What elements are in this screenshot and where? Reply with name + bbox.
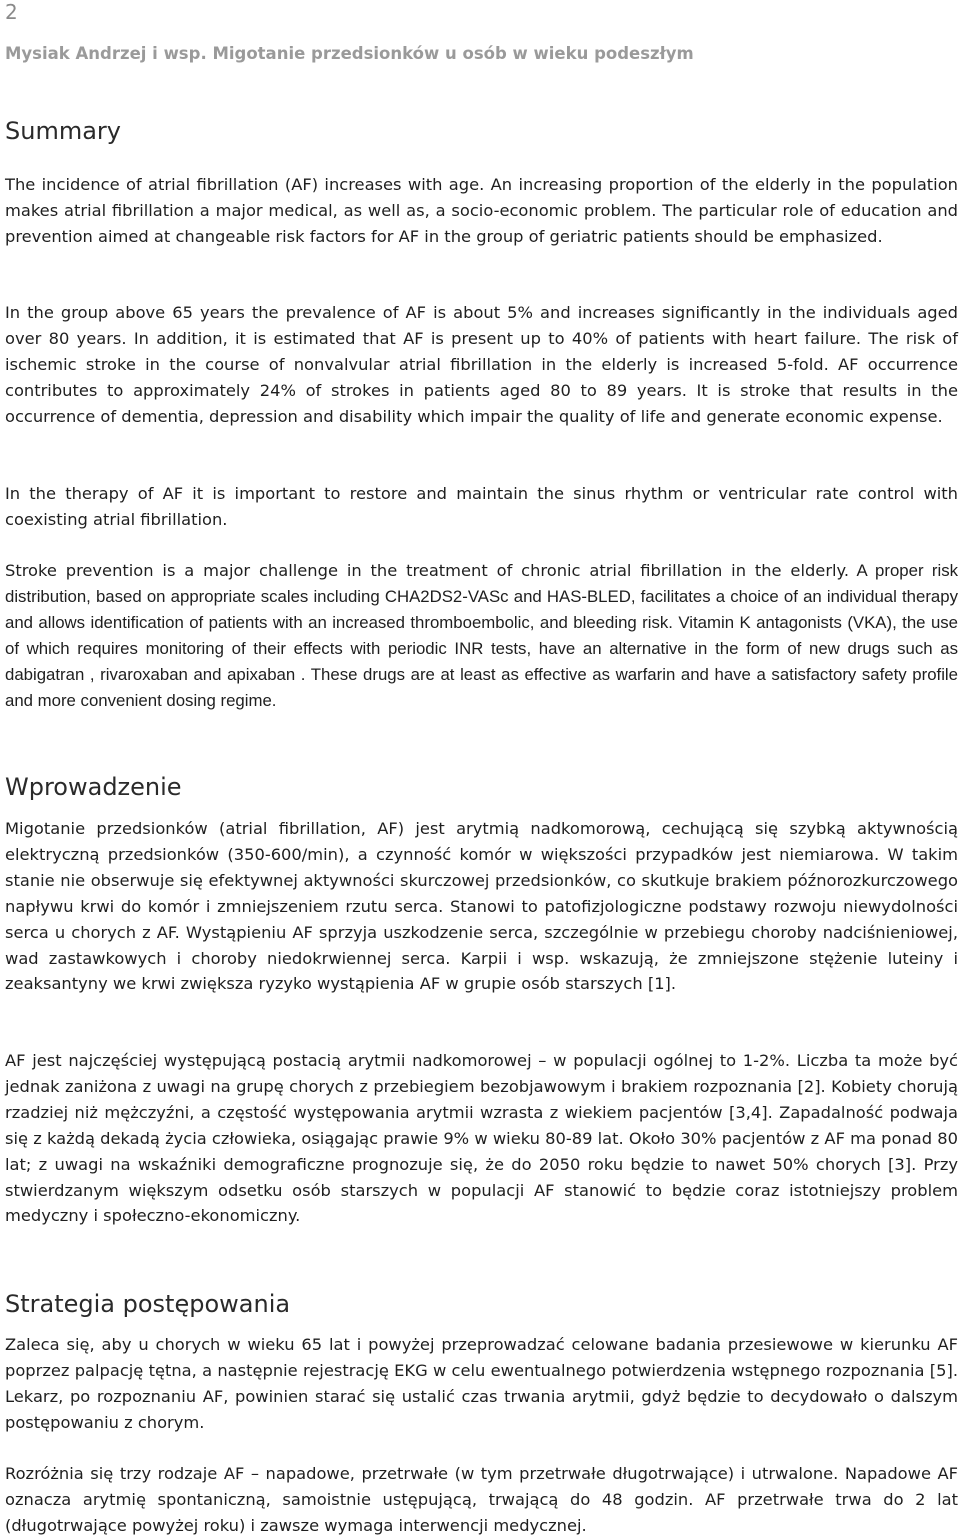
summary-paragraph-4-rest: A proper risk distribution, based on appropriate scales including CHA2DS2-VASc and HAS-BLED, facilitates a choice of an individual therapy and allows identification of patients with an increased thromboembolic, and bleeding risk. Vitamin K antagonists (VKA), the use of which requires monitoring of their effects with periodic INR tests, have an alternative in the form of new drugs such as dabigatran , rivaroxaban and apixaban . These drugs are at least as effective as warfarin and have a satisfactory safety profile and more convenient dosing regime. <box>5 561 958 710</box>
strategia-heading: Strategia postępowania <box>5 1290 291 1318</box>
summary-heading: Summary <box>5 117 121 145</box>
summary-paragraph-1: The incidence of atrial fibrillation (AF) increases with age. An increasing proportion of the elderly in the population makes atrial fibrillation a major medical, as well as, a socio-economic problem. The particular role of education and prevention aimed at changeable risk factors for AF in the group of geriatric patients should be emphasized. <box>5 175 958 246</box>
wprowadzenie-heading: Wprowadzenie <box>5 773 182 801</box>
wprowadzenie-paragraph-1: Migotanie przedsionków (atrial fibrillation, AF) jest arytmią nadkomorową, cechującą się szybką aktywnością elektryczną przedsionków (350-600/min), a czynność komór w większości przypadków jest niemiarowa. W takim stanie nie obserwuje się efektywnej aktywności skurczowej przedsionków, co skutkuje brakiem późnorozkurczowego napływu krwi do komór i zmniejszeniem rzutu serca. Stanowi to patofizjologiczne podstawy rozwoju niewydolności serca u chorych z AF. Wystąpieniu AF sprzyja uszkodzenie serca, szczególnie w przebiegu choroby nadciśnieniowej, wad zastawkowych i choroby niedokrwiennej serca. Karpii i wsp. wskazują, że zmniejszone stężenie luteiny i zeaksantyny we krwi zwiększa ryzyko wystąpienia AF w grupie osób starszych [1]. <box>5 819 958 994</box>
summary-paragraph-4-lead: Stroke prevention is a major challenge in the treatment of chronic atrial fibrillation in the elderly. <box>5 561 850 580</box>
wprowadzenie-paragraph-2: AF jest najczęściej występującą postacią arytmii nadkomorowej – w populacji ogólnej to 1-2%. Liczba ta może być jednak zaniżona z uwagi na grupę chorych z przebiegiem bezobjawowym i brakiem rozpoznania [2]. Kobiety chorują rzadziej niż mężczyźni, a częstość występowania arytmii wzrasta z wiekiem pacjentów [3,4]. Zapadalność podwaja się z każdą dekadą życia człowieka, osiągając prawie 9% w wieku 80-89 lat. Około 30% pacjentów z AF ma ponad 80 lat; z uwagi na wskaźniki demograficzne prognozuje się, że do 2050 roku będzie to nawet 50% chorych [3]. Przy stwierdzanym większym odsetku osób starszych w populacji AF stanowić to będzie coraz istotniejszy problem medyczny i społeczno-ekonomiczny. <box>5 1051 958 1226</box>
strategia-paragraph-1: Zaleca się, aby u chorych w wieku 65 lat i powyżej przeprowadzać celowane badania przesiewowe w kierunku AF poprzez palpację tętna, a następnie rejestrację EKG w celu ewentualnego potwierdzenia wstępnego rozpoznania [5]. Lekarz, po rozpoznaniu AF, powinien starać się ustalić czas trwania arytmii, gdyż będzie to decydowało o dalszym postępowaniu z chorym. <box>5 1335 958 1432</box>
summary-paragraph-4 <box>5 558 958 713</box>
strategia-paragraph-2: Rozróżnia się trzy rodzaje AF – napadowe, przetrwałe (w tym przetrwałe długotrwające) i utrwalone. Napadowe AF oznacza arytmię spontaniczną, samoistnie ustępującą, trwającą do 48 godzin. AF przetrwałe trwa do 2 lat (długotrwające powyżej roku) i zawsze wymaga interwencji medycznej. <box>5 1464 958 1535</box>
summary-paragraph-2: In the group above 65 years the prevalence of AF is about 5% and increases significantly in the individuals aged over 80 years. In addition, it is estimated that AF is present up to 40% of patients with heart failure. The risk of ischemic stroke in the course of nonvalvular atrial fibrillation in the elderly is increased 5-fold. AF occurrence contributes to approximately 24% of strokes in patients aged 80 to 89 years. It is stroke that results in the occurrence of dementia, depression and disability which impair the quality of life and generate economic expense. <box>5 303 958 426</box>
running-header: Mysiak Andrzej i wsp. Migotanie przedsionków u osób w wieku podeszłym <box>5 44 694 63</box>
summary-paragraph-3: In the therapy of AF it is important to restore and maintain the sinus rhythm or ventricular rate control with coexisting atrial fibrillation. <box>5 484 958 529</box>
page-number: 2 <box>5 0 18 24</box>
